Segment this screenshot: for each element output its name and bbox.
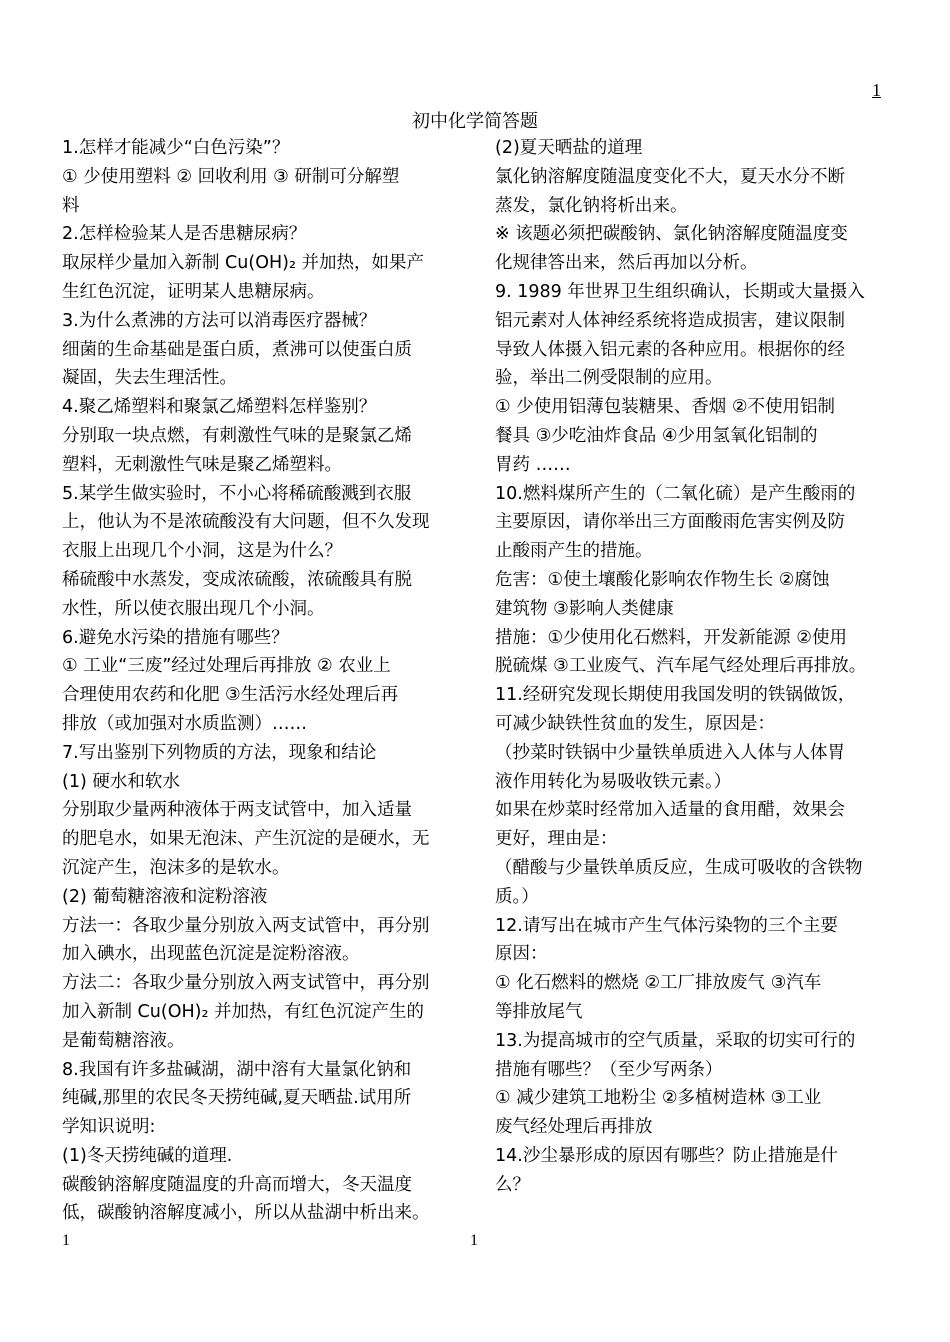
text-line: 12.请写出在城市产生气体污染物的三个主要: [495, 915, 838, 936]
text-line: 7.写出鉴别下列物质的方法，现象和结论: [62, 742, 377, 763]
right-column: [495, 134, 905, 1199]
text-line: 止酸雨产生的措施。: [495, 541, 653, 562]
text-line: 6.避免水污染的措施有哪些？: [62, 627, 289, 648]
text-line: 13.为提高城市的空气质量，采取的切实可行的: [495, 1030, 856, 1051]
text-line: 9. 1989 年世界卫生组织确认，长期或大量摄入: [495, 281, 865, 302]
text-line: 更好，理由是：: [495, 829, 618, 850]
footer-left-page-number: 1: [62, 1232, 70, 1249]
text-line: 低，碳酸钠溶解度减小，所以从盐湖中析出来。: [62, 1203, 430, 1224]
text-line: 质。）: [495, 886, 539, 907]
text-line: 加入新制 Cu(OH)₂ 并加热，有红色沉淀产生的: [62, 1001, 425, 1022]
text-line: 纯碱,那里的农民冬天捞纯碱,夏天晒盐.试用所: [62, 1088, 412, 1109]
text-line: 导致人体摄入铝元素的各种应用。根据你的经: [495, 339, 845, 360]
text-line: (2)夏天晒盐的道理: [495, 138, 643, 158]
text-line: 措施有哪些？（至少写两条）: [495, 1059, 723, 1080]
text-line: 料: [62, 195, 80, 216]
text-line: 水性，所以使衣服出现几个小洞。: [62, 598, 325, 619]
text-line: 凝固，失去生理活性。: [62, 368, 237, 389]
text-line: 的肥皂水，如果无泡沫、产生沉淀的是硬水，无: [62, 829, 430, 850]
text-line: 是葡萄糖溶液。: [62, 1030, 185, 1051]
text-line: 1.怎样才能减少“白色污染”？: [62, 138, 290, 158]
text-line: 危害：①使土壤酸化影响农作物生长 ②腐蚀: [495, 569, 830, 590]
text-line: 么？: [495, 1174, 530, 1195]
text-line: 分别取少量两种液体于两支试管中，加入适量: [62, 800, 412, 821]
text-line: 3.为什么煮沸的方法可以消毒医疗器械？: [62, 310, 377, 331]
text-line: 衣服上出现几个小洞，这是为什么？: [62, 541, 342, 562]
text-line: 4.聚乙烯塑料和聚氯乙烯塑料怎样鉴别？: [62, 397, 377, 418]
text-line: ※ 该题必须把碳酸钠、氯化钠溶解度随温度变: [495, 224, 848, 245]
text-line: 化规律答出来，然后再加以分析。: [495, 253, 758, 274]
text-line: 餐具 ③少吃油炸食品 ④少用氢氧化铝制的: [495, 425, 818, 446]
text-line: 合理使用农药和化肥 ③生活污水经处理后再: [62, 685, 399, 706]
text-line: 分别取一块点燃，有刺激性气味的是聚氯乙烯: [62, 425, 412, 446]
text-line: 塑料，无刺激性气味是聚乙烯塑料。: [62, 454, 342, 475]
text-line: 细菌的生命基础是蛋白质，煮沸可以使蛋白质: [62, 339, 412, 360]
text-line: 方法一：各取少量分别放入两支试管中，再分别: [62, 915, 430, 936]
footer-right-page-number: 1: [470, 1232, 478, 1249]
text-line: 措施：①少使用化石燃料，开发新能源 ②使用: [495, 627, 847, 648]
text-line: 加入碘水，出现蓝色沉淀是淀粉溶液。: [62, 944, 360, 965]
text-line: 铝元素对人体神经系统将造成损害，建议限制: [495, 310, 845, 331]
text-line: 蒸发，氯化钠将析出来。: [495, 195, 688, 216]
text-line: ① 少使用铝薄包装糖果、香烟 ②不使用铝制: [495, 397, 836, 418]
text-line: 取尿样少量加入新制 Cu(OH)₂ 并加热，如果产: [62, 253, 425, 274]
text-line: 脱硫煤 ③工业废气、汽车尾气经处理后再排放。: [495, 656, 867, 677]
text-line: (1)冬天捞纯碱的道理.: [62, 1145, 233, 1166]
text-line: 可减少缺铁性贫血的发生，原因是：: [495, 713, 775, 734]
text-line: 稀硫酸中水蒸发，变成浓硫酸，浓硫酸具有脱: [62, 569, 412, 590]
text-line: ① 少使用塑料 ② 回收利用 ③ 研制可分解塑: [62, 166, 400, 187]
text-line: 2.怎样检验某人是否患糖尿病？: [62, 224, 307, 245]
text-line: 沉淀产生，泡沫多的是软水。: [62, 857, 290, 878]
text-line: 氯化钠溶解度随温度变化不大，夏天水分不断: [495, 166, 845, 187]
text-line: ① 工业“三废”经过处理后再排放 ② 农业上: [62, 656, 391, 677]
text-line: 碳酸钠溶解度随温度的升高而增大，冬天温度: [62, 1174, 412, 1195]
text-line: 如果在炒菜时经常加入适量的食用醋，效果会: [495, 800, 845, 821]
document-title: 初中化学简答题: [412, 111, 538, 132]
text-line: (2) 葡萄糖溶液和淀粉溶液: [62, 886, 268, 907]
text-line: 11.经研究发现长期使用我国发明的铁锅做饭，: [495, 685, 856, 706]
top-page-number: 1: [872, 80, 881, 100]
text-line: 原因：: [495, 944, 548, 965]
text-line: ① 化石燃料的燃烧 ②工厂排放废气 ③汽车: [495, 973, 822, 994]
text-line: （醋酸与少量铁单质反应，生成可吸收的含铁物: [495, 857, 863, 878]
text-line: 上，他认为不是浓硫酸没有大问题，但不久发现: [62, 512, 430, 533]
text-line: 液作用转化为易吸收铁元素。）: [495, 771, 732, 792]
text-line: 生红色沉淀，证明某人患糖尿病。: [62, 281, 325, 302]
text-line: 8.我国有许多盐碱湖，湖中溶有大量氯化钠和: [62, 1059, 412, 1080]
text-line: 主要原因，请你举出三方面酸雨危害实例及防: [495, 512, 845, 533]
text-line: 14.沙尘暴形成的原因有哪些？防止措施是什: [495, 1145, 838, 1166]
text-line: 10.燃料煤所产生的（二氧化硫）是产生酸雨的: [495, 483, 856, 504]
text-line: （抄菜时铁锅中少量铁单质进入人体与人体胃: [495, 742, 845, 763]
text-line: (1) 硬水和软水: [62, 771, 180, 792]
text-line: 废气经处理后再排放: [495, 1117, 653, 1138]
text-line: 学知识说明:: [62, 1117, 156, 1138]
left-column: [62, 134, 462, 1228]
text-line: 方法二：各取少量分别放入两支试管中，再分别: [62, 973, 430, 994]
text-line: 5.某学生做实验时，不小心将稀硫酸溅到衣服: [62, 483, 412, 504]
text-line: 验，举出二例受限制的应用。: [495, 368, 723, 389]
text-line: 胃药 ……: [495, 454, 571, 475]
text-line: ① 减少建筑工地粉尘 ②多植树造林 ③工业: [495, 1088, 822, 1109]
text-line: 建筑物 ③影响人类健康: [495, 598, 674, 619]
text-line: 等排放尾气: [495, 1001, 583, 1022]
text-line: 排放（或加强对水质监测）……: [62, 713, 307, 734]
